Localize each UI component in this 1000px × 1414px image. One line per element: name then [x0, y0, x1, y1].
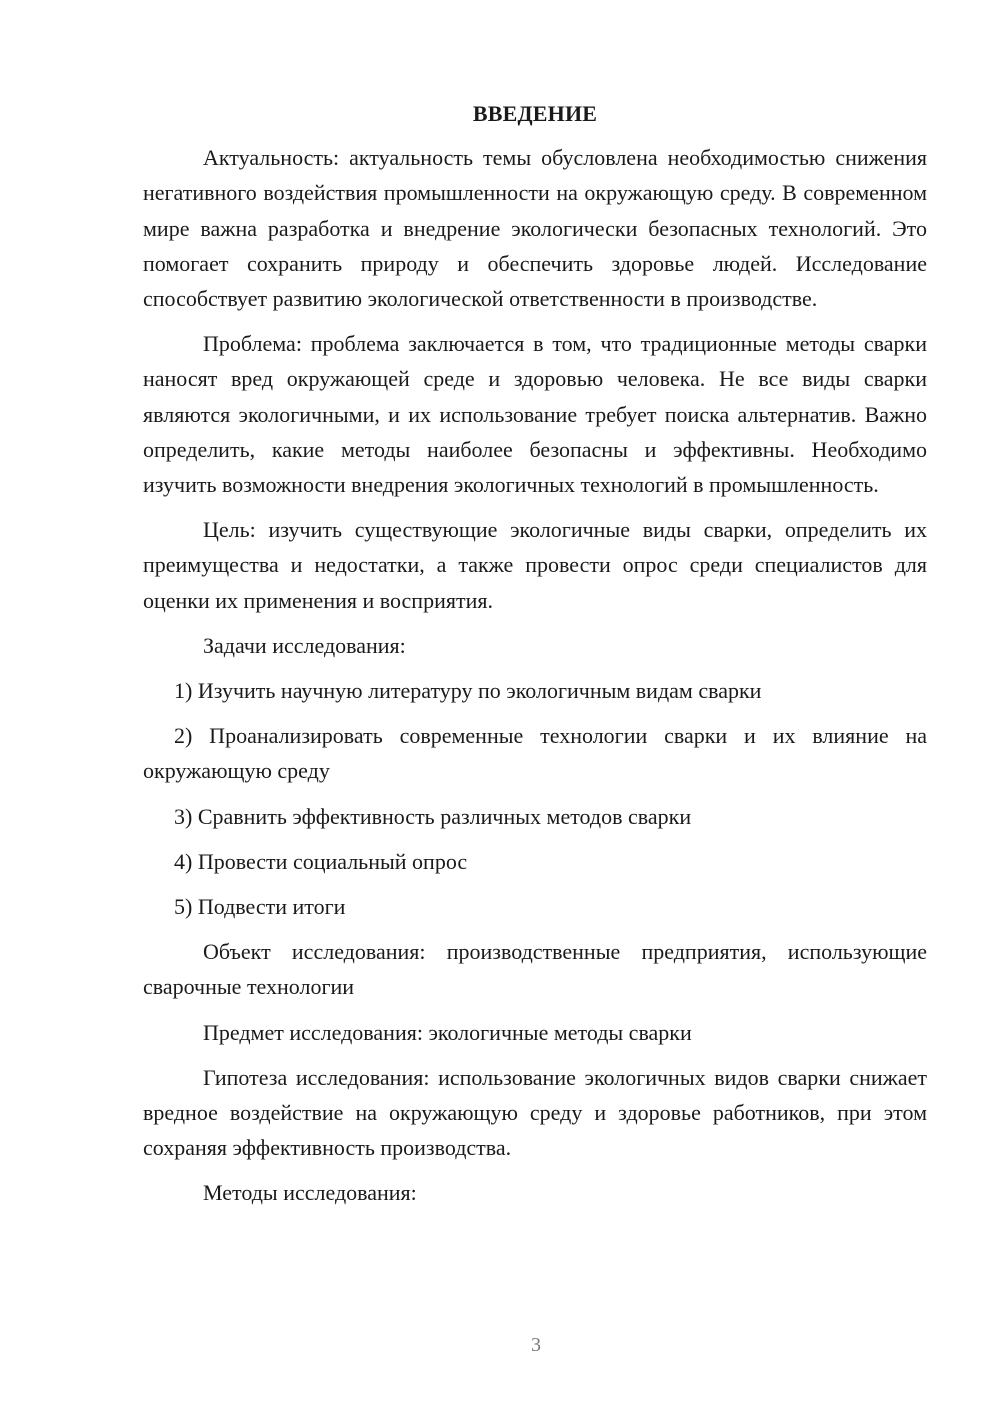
methods-title: Методы исследования: [203, 1180, 417, 1206]
document-body [143, 96, 927, 1221]
task-item-5: 5) Подвести итоги [174, 894, 346, 920]
hypothesis-paragraph: Гипотеза исследования: использование экологичных видов сварки снижает вредное воздействие на окружающую среду и здоровье работников, при этом сохраняя эффективность производства. [143, 1064, 927, 1161]
task-item-2: 2) Проанализировать современные технологии сварки и их влияние на окружающую среду [143, 723, 927, 784]
object-paragraph: Объект исследования: производственные предприятия, использующие сварочные технологии [143, 939, 927, 1000]
subject-paragraph: Предмет исследования: экологичные методы сварки [203, 1019, 692, 1045]
problem-paragraph: Проблема: проблема заключается в том, что традиционные методы сварки наносят вред окружающей среде и здоровью человека. Не все виды сварки являются экологичными, и их использование требует поиска альтернатив. Важно определить, какие методы наиболее безопасны и эффективны. Необходимо изучить возможности внедрения экологичных технологий в промышленность. [143, 331, 927, 498]
task-item-1: 1) Изучить научную литературу по экологичным видам сварки [174, 678, 762, 704]
relevance-paragraph: Актуальность: актуальность темы обусловлена необходимостью снижения негативного воздействия промышленности на окружающую среду. В современном мире важна разработка и внедрение экологически безопасных технологий. Это помогает сохранить природу и обеспечить здоровье людей. Исследование способствует развитию экологической ответственности в производстве. [143, 145, 927, 312]
section-heading: ВВЕДЕНИЕ [472, 101, 598, 126]
tasks-title: Задачи исследования: [203, 632, 406, 658]
goal-paragraph: Цель: изучить существующие экологичные виды сварки, определить их преимущества и недостатки, а также провести опрос среди специалистов для оценки их применения и восприятия. [143, 517, 927, 613]
task-item-3: 3) Сравнить эффективность различных методов сварки [174, 803, 692, 829]
task-item-4: 4) Провести социальный опрос [174, 848, 468, 874]
page-number: 3 [531, 1334, 541, 1356]
